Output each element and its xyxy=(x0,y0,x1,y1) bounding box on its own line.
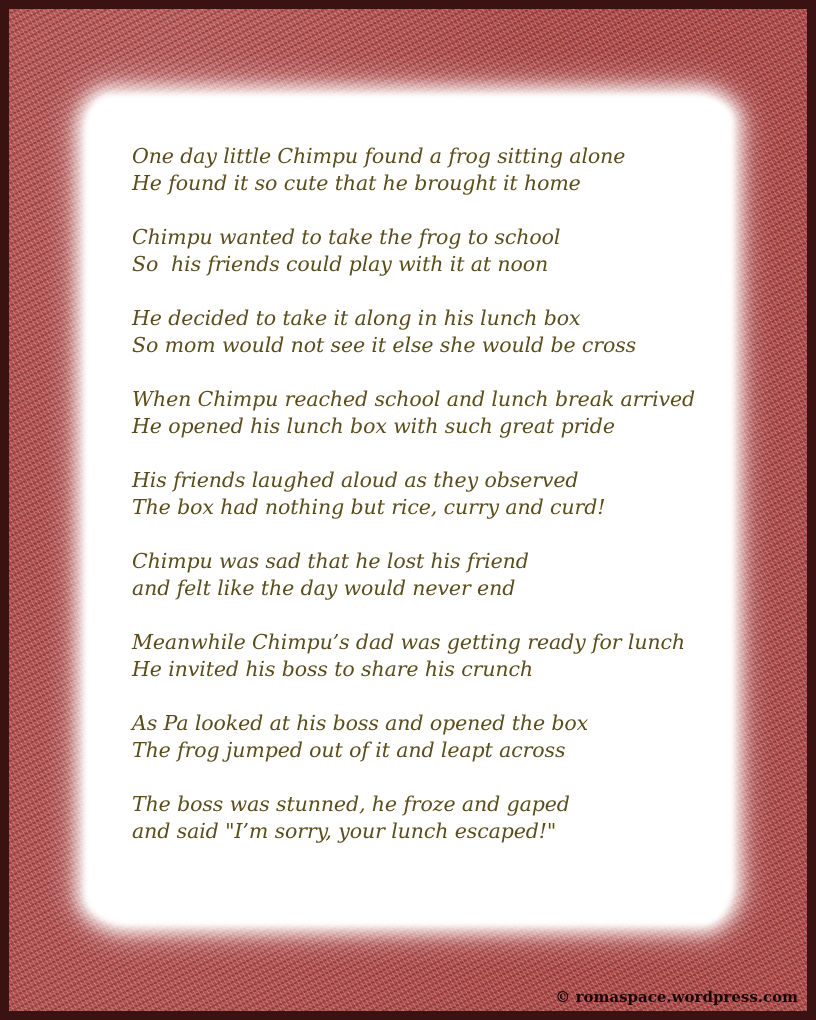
poem-line: When Chimpu reached school and lunch break arrived xyxy=(132,387,696,411)
stanza xyxy=(132,791,732,845)
poem-line: His friends laughed aloud as they observed xyxy=(132,468,579,492)
poem-line: He found it so cute that he brought it home xyxy=(132,171,581,195)
poem-line: As Pa looked at his boss and opened the box xyxy=(132,711,589,735)
poem-line: He opened his lunch box with such great pride xyxy=(132,414,615,438)
poem-line: So mom would not see it else she would be cross xyxy=(132,333,637,357)
poem-line: One day little Chimpu found a frog sitting alone xyxy=(132,144,626,168)
stanza xyxy=(132,710,732,764)
poem-line: The box had nothing but rice, curry and curd! xyxy=(132,495,606,519)
stanza xyxy=(132,305,732,359)
poem-line: and felt like the day would never end xyxy=(132,576,516,600)
stanza xyxy=(132,629,732,683)
stanza xyxy=(132,143,732,197)
poem-line: So his friends could play with it at noon xyxy=(132,252,549,276)
poem-line: Meanwhile Chimpu’s dad was getting ready for lunch xyxy=(132,630,686,654)
poem-line: He decided to take it along in his lunch box xyxy=(132,306,581,330)
poem-line: Chimpu wanted to take the frog to school xyxy=(132,225,561,249)
poem-line: The boss was stunned, he froze and gaped xyxy=(132,792,570,816)
poem-line: He invited his boss to share his crunch xyxy=(132,657,534,681)
copyright-credit: © romaspace.wordpress.com xyxy=(555,988,798,1006)
poem-line: Chimpu was sad that he lost his friend xyxy=(132,549,529,573)
stanza xyxy=(132,386,732,440)
stanza xyxy=(132,224,732,278)
poem-line: and said "I’m sorry, your lunch escaped!" xyxy=(132,819,557,843)
stanza xyxy=(132,548,732,602)
poem-line: The frog jumped out of it and leapt across xyxy=(132,738,566,762)
poem-text xyxy=(132,143,732,872)
stanza xyxy=(132,467,732,521)
